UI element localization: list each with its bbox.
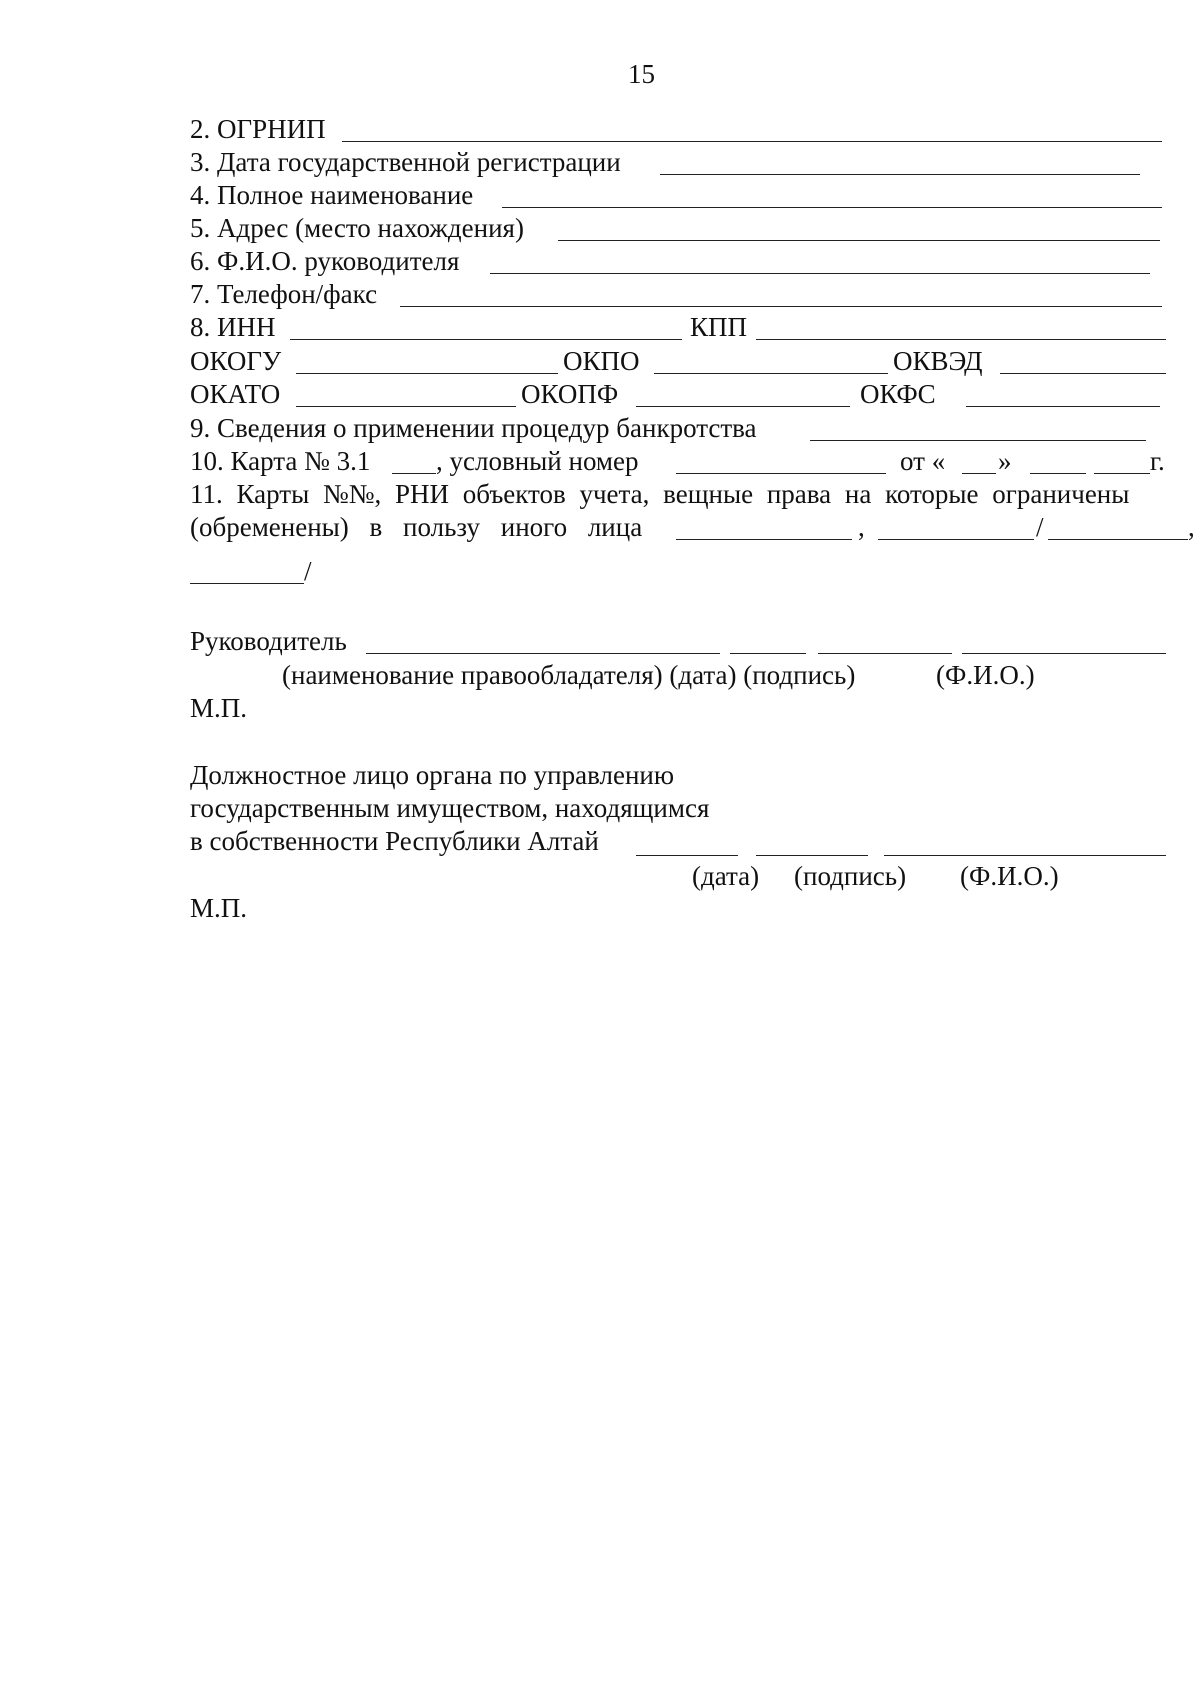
field-address-label: 5. Адрес (место нахождения) <box>190 213 524 243</box>
field-card-year-line[interactable] <box>1094 473 1150 474</box>
signature-official-line3: в собственности Республики Алтай <box>190 826 599 856</box>
signature-official-line2: государственным имуществом, находящимся <box>190 793 710 823</box>
field-phone-label: 7. Телефон/факс <box>190 279 378 309</box>
field-card-year-label: г. <box>1150 446 1165 476</box>
field-head-name-line[interactable] <box>490 273 1150 274</box>
field-okato-label: ОКАТО <box>190 379 281 409</box>
field-ogrnip-line[interactable] <box>342 141 1162 142</box>
field-ogrnip-label: 2. ОГРНИП <box>190 114 326 144</box>
field-cards11-line1: 11. Карты №№, РНИ объектов учета, вещные права на которые ограничены <box>190 479 1130 509</box>
signature-official-stamp: М.П. <box>190 893 248 923</box>
page-number: 15 <box>628 59 655 89</box>
field-okpo-label: ОКПО <box>563 346 640 376</box>
field-phone-line[interactable] <box>400 306 1162 307</box>
field-reg-date-line[interactable] <box>660 174 1140 175</box>
signature-head-stamp: М.П. <box>190 693 248 723</box>
field-cards11-comma1: , <box>858 512 865 542</box>
field-card-label: 10. Карта № 3.1 <box>190 446 371 476</box>
field-full-name-line[interactable] <box>502 207 1162 208</box>
signature-head-name-line[interactable] <box>366 653 720 654</box>
signature-head-label: Руководитель <box>190 626 347 656</box>
signature-official-sign-line[interactable] <box>756 855 868 856</box>
field-address-line[interactable] <box>558 240 1160 241</box>
field-okato-line[interactable] <box>296 406 516 407</box>
field-okfs-line[interactable] <box>966 406 1160 407</box>
field-okopf-line[interactable] <box>636 406 850 407</box>
field-card-month-line[interactable] <box>1030 473 1086 474</box>
field-okved-line[interactable] <box>1000 373 1166 374</box>
signature-head-fio-line[interactable] <box>962 653 1166 654</box>
signature-official-fio-line[interactable] <box>884 855 1166 856</box>
signature-head-caption: (наименование правообладателя) (дата) (подпись) <box>282 660 856 690</box>
field-bankruptcy-line[interactable] <box>810 440 1146 441</box>
field-okogu-line[interactable] <box>296 373 558 374</box>
field-okved-label: ОКВЭД <box>893 346 983 376</box>
field-inn-label: 8. ИНН <box>190 312 276 342</box>
field-cards11-blank2[interactable] <box>878 539 1034 540</box>
signature-official-cap-date: (дата) <box>692 861 760 891</box>
field-card-day-line[interactable] <box>962 473 996 474</box>
field-reg-date-label: 3. Дата государственной регистрации <box>190 147 621 177</box>
field-cards11-blank3[interactable] <box>1048 539 1188 540</box>
field-cards11-slash2: / <box>304 556 312 586</box>
field-okogu-label: ОКОГУ <box>190 346 282 376</box>
field-inn-line[interactable] <box>290 339 682 340</box>
signature-official-date-line[interactable] <box>636 855 738 856</box>
field-card-cond-line[interactable] <box>676 473 886 474</box>
signature-head-caption-fio: (Ф.И.О.) <box>936 660 1035 690</box>
field-kpp-line[interactable] <box>756 339 1166 340</box>
field-cards11-line2: (обременены) в пользу иного лица <box>190 512 643 542</box>
field-card-cond-label: , условный номер <box>436 446 639 476</box>
field-card-num-line[interactable] <box>392 473 436 474</box>
signature-official-cap-fio: (Ф.И.О.) <box>960 861 1059 891</box>
field-kpp-label: КПП <box>690 312 748 342</box>
field-cards11-comma2: , <box>1188 512 1195 542</box>
field-cards11-blank1[interactable] <box>676 539 852 540</box>
field-okpo-line[interactable] <box>654 373 888 374</box>
field-head-name-label: 6. Ф.И.О. руководителя <box>190 246 460 276</box>
signature-official-cap-sign: (подпись) <box>794 861 907 891</box>
field-okopf-label: ОКОПФ <box>521 379 619 409</box>
signature-head-date-line[interactable] <box>730 653 806 654</box>
field-card-from-label: от « <box>900 446 946 476</box>
signature-official-line1: Должностное лицо органа по управлению <box>190 760 675 790</box>
field-cards11-slash1: / <box>1036 512 1044 542</box>
field-cards11-blank4[interactable] <box>190 583 304 584</box>
signature-head-sign-line[interactable] <box>818 653 952 654</box>
field-bankruptcy-label: 9. Сведения о применении процедур банкротства <box>190 413 757 443</box>
field-okfs-label: ОКФС <box>860 379 936 409</box>
field-full-name-label: 4. Полное наименование <box>190 180 474 210</box>
field-card-quote-close: » <box>998 446 1012 476</box>
